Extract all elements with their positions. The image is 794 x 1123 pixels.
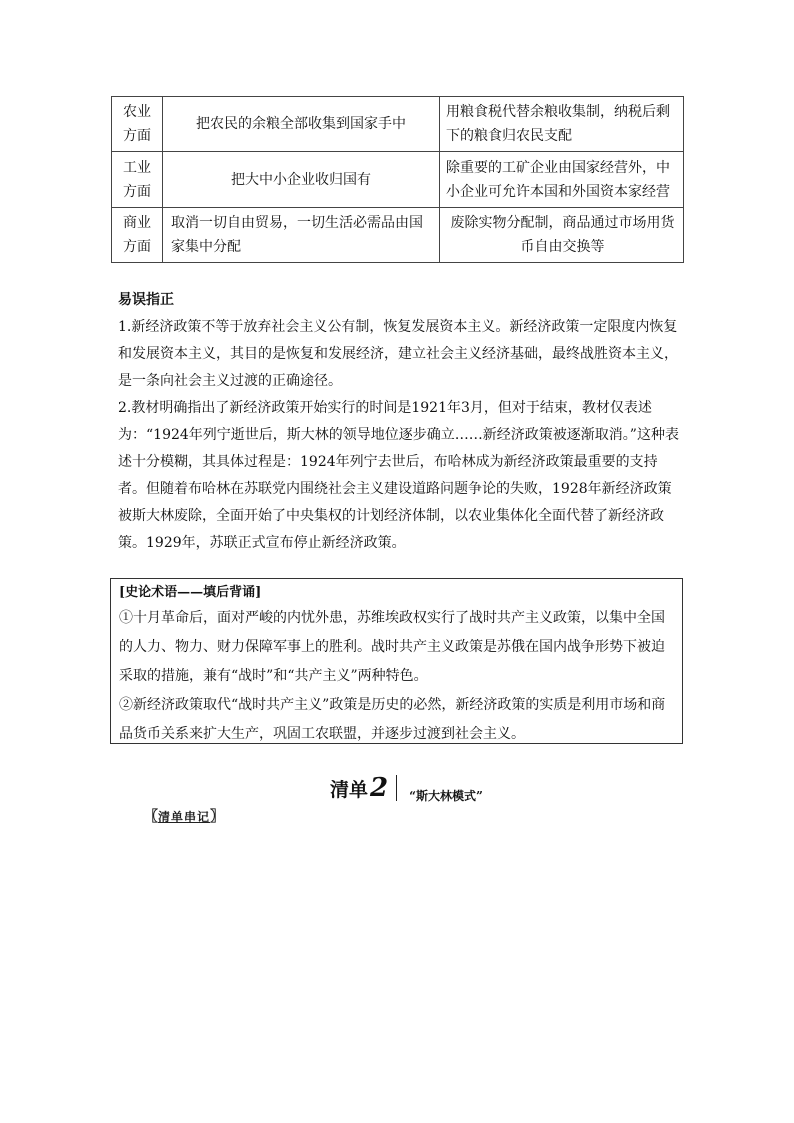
- error-correction-notes: [118, 287, 684, 557]
- row-category: 工业 方面: [112, 152, 163, 208]
- after-policy-cell: 除重要的工矿企业由国家经营外，中小企业可允许本国和外国资本家经营: [440, 152, 684, 208]
- box-paragraph-1: ①十月革命后，面对严峻的内忧外患，苏维埃政权实行了战时共产主义政策，以集中全国的人力、物力、财力保障军事上的胜利。战时共产主义政策是苏俄在国内战争形势下被迫采取的措施，兼有“战时”和“共产主义”两种特色。: [119, 610, 665, 684]
- table-row: [112, 97, 684, 152]
- before-policy-cell: 取消一切自由贸易，一切生活必需品由国家集中分配: [163, 208, 440, 263]
- section-divider: [396, 775, 397, 801]
- section-number: 2: [370, 773, 389, 803]
- terminology-box: [110, 578, 683, 744]
- after-policy-cell: 用粮食税代替余粮收集制，纳税后剩下的粮食归农民支配: [440, 97, 684, 152]
- row-category: 农业 方面: [112, 97, 163, 152]
- section-header: [330, 770, 483, 806]
- box-paragraph-2: ②新经济政策取代“战时共产主义”政策是历史的必然，新经济政策的实质是利用市场和商品货币关系来扩大生产，巩固工农联盟，并逐步过渡到社会主义。: [119, 697, 666, 742]
- table-row: [112, 152, 684, 208]
- before-policy-cell: 把大中小企业收归国有: [163, 152, 440, 208]
- section-subtitle: “斯大林模式”: [409, 788, 483, 803]
- before-policy-cell: 把农民的余粮全部收集到国家手中: [163, 97, 440, 152]
- tag-close-bracket: 〗: [210, 809, 225, 825]
- table-row: [112, 208, 684, 263]
- row-category: 商业 方面: [112, 208, 163, 263]
- notes-paragraph-2: 2.教材明确指出了新经济政策开始实行的时间是1921年3月，但对于结束，教材仅表述为：“1924年列宁逝世后，斯大林的领导地位逐步确立……新经济政策被逐渐取消。”这种表述十分模糊，其具体过程是：1924年列宁去世后，布哈林成为新经济政策最重要的支持者。但随着布哈林在苏联党内围绕社会主义建设道路问题争论的失败，1928年新经济政策被斯大林废除，全面开始了中央集权的计划经济体制，以农业集体化全面代替了新经济政策。1929年，苏联正式宣布停止新经济政策。: [118, 400, 679, 551]
- section-label: 清单: [330, 778, 369, 801]
- tag-text: 清单串记: [158, 810, 211, 824]
- box-title: [史论术语——填后背诵]: [119, 585, 262, 600]
- tag-open-bracket: 〖: [144, 809, 158, 825]
- checklist-tag: [144, 806, 224, 826]
- comparison-table: [111, 96, 684, 263]
- notes-heading: 易误指正: [118, 292, 174, 308]
- notes-paragraph-1: 1.新经济政策不等于放弃社会主义公有制，恢复发展资本主义。新经济政策一定限度内恢复和发展资本主义，其目的是恢复和发展经济，建立社会主义经济基础，最终战胜资本主义，是一条向社会主义过渡的正确途径。: [118, 319, 678, 389]
- after-policy-cell: 废除实物分配制，商品通过市场用货币自由交换等: [440, 208, 684, 263]
